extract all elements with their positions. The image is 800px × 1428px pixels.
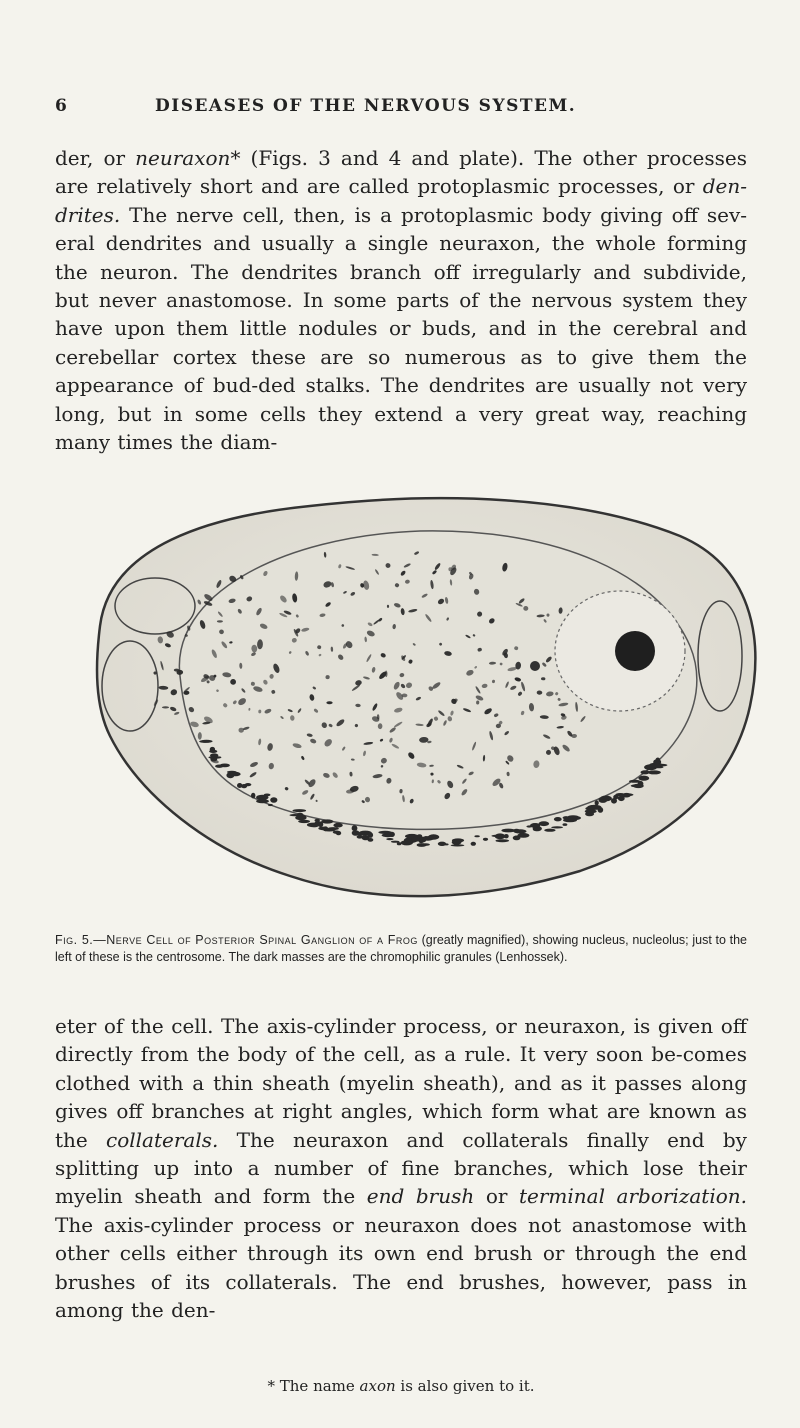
granule [270, 797, 277, 803]
granule [533, 828, 540, 831]
granule [378, 831, 391, 834]
granule [585, 810, 597, 814]
p1-seg: * (Figs. 3 and 4 and plate). The other processes are relatively short and are called protoplasmic processes, or [55, 146, 747, 199]
running-head: DISEASES OF THE NERVOUS SYSTEM. [155, 96, 577, 116]
granule [483, 838, 488, 841]
granule [368, 832, 373, 838]
granule [382, 833, 394, 837]
granule [210, 756, 217, 761]
granule [629, 780, 641, 783]
granule [554, 817, 562, 821]
footnote-marker: * [267, 1377, 275, 1395]
granule [551, 826, 563, 828]
granule [321, 819, 333, 823]
nucleolus [615, 631, 655, 671]
granule [391, 841, 400, 843]
centrosome [530, 661, 540, 671]
p2-seg: The axis-cylinder process or neuraxon does not anastomose with other cells either through its own end brush or through the end brushes of its collaterals. The end brushes, however, pass in among the den- [55, 1212, 747, 1323]
granule [318, 827, 327, 831]
granule [307, 823, 320, 828]
granule [563, 823, 568, 826]
granule [386, 838, 393, 840]
granule [328, 827, 339, 830]
paragraph-1 [55, 144, 747, 456]
granule [417, 835, 422, 838]
granule [293, 809, 307, 812]
nerve-cell-illustration [60, 476, 760, 916]
figure-caption [55, 932, 747, 966]
p2-seg-italic: terminal arborization. [518, 1184, 748, 1209]
footnote-text: The name [274, 1377, 360, 1395]
granule [598, 807, 604, 813]
granule [237, 783, 242, 788]
p2-seg: or [474, 1184, 519, 1209]
granule [471, 842, 476, 846]
granule [268, 804, 273, 806]
granule [444, 843, 449, 845]
page-header [55, 96, 745, 126]
granule [417, 843, 427, 847]
footnote-italic: axon [359, 1377, 396, 1395]
p2-seg: The neuraxon and collaterals finally end by splitting up into a number of fine branches, which lose their myelin sheath and form the [55, 1127, 747, 1209]
granule [256, 799, 269, 803]
granule [352, 825, 358, 831]
p2-seg-italic: collaterals. [106, 1127, 219, 1152]
granule [539, 821, 550, 826]
caption-text: (greatly magnified), showing nucleus, nucleolus; just to the left of these is the centrosome. The dark masses are the chromophilic granules (Lenhossek). [55, 933, 748, 964]
paragraph-2 [55, 1012, 747, 1324]
granule [619, 794, 629, 796]
granule [638, 776, 649, 781]
granule [298, 820, 310, 823]
granule [514, 829, 520, 832]
figure-label: Fig. 5.—Nerve Cell of Posterior Spinal Ganglion of a Frog [55, 933, 418, 947]
granule [474, 835, 479, 837]
nerve-cell-figure [60, 476, 760, 916]
granule [544, 829, 555, 832]
granule [217, 620, 223, 622]
granule [336, 831, 341, 835]
granule [520, 830, 525, 836]
granule [513, 836, 521, 841]
footnote [55, 1377, 747, 1395]
p1-seg-italic: neuraxon [135, 146, 231, 170]
granule [568, 815, 578, 818]
granule [162, 706, 169, 708]
granule [251, 793, 255, 799]
granule [245, 783, 252, 786]
p1-seg-italic: den-drites. [55, 174, 747, 227]
p1-seg: der, or [55, 146, 136, 170]
granule [200, 740, 212, 743]
granule [491, 835, 500, 837]
footnote-text-end: is also given to it. [395, 1377, 535, 1395]
granule [452, 840, 462, 845]
p2-seg-italic: end brush [366, 1184, 475, 1209]
granule [501, 829, 515, 833]
granule [264, 794, 271, 797]
granule [595, 800, 599, 805]
granule [496, 839, 510, 842]
page-number: 6 [55, 96, 68, 116]
granule [599, 797, 611, 802]
granule [611, 798, 617, 804]
granule [301, 815, 306, 820]
granule [215, 765, 223, 768]
p1-seg: The nerve cell, then, is a protoplasmic body giving off sev-eral dendrites and usually a single neuraxon, the whole forming the neuron. The dendrites branch off irregularly and subdivide, but never anastomose. In some parts of the nervous system they have upon them little nodules or buds, and in the cerebral and cerebellar cortex these are so numerous as to give them the appearance of bud-ded stalks. The dendrites are usually not very long, but in some cells they extend a very great way, reaching many times the diam- [55, 202, 747, 455]
granule [231, 772, 241, 776]
granule [209, 750, 217, 753]
granule [422, 836, 434, 841]
p2-seg: eter of the cell. The axis-cylinder process, or neuraxon, is given off directly from the body of the cell, as a rule. It very soon be-comes clothed with a thin sheath (myelin sheath), and as it passes along gives off branches at right angles, which form what are known as the [55, 1014, 747, 1152]
granule [401, 840, 413, 845]
granule [326, 701, 332, 704]
granule [654, 764, 667, 767]
granule [333, 823, 342, 828]
granule [419, 841, 423, 843]
granule [526, 825, 532, 827]
granule [641, 770, 650, 774]
granule [504, 834, 509, 838]
granule [239, 728, 244, 733]
